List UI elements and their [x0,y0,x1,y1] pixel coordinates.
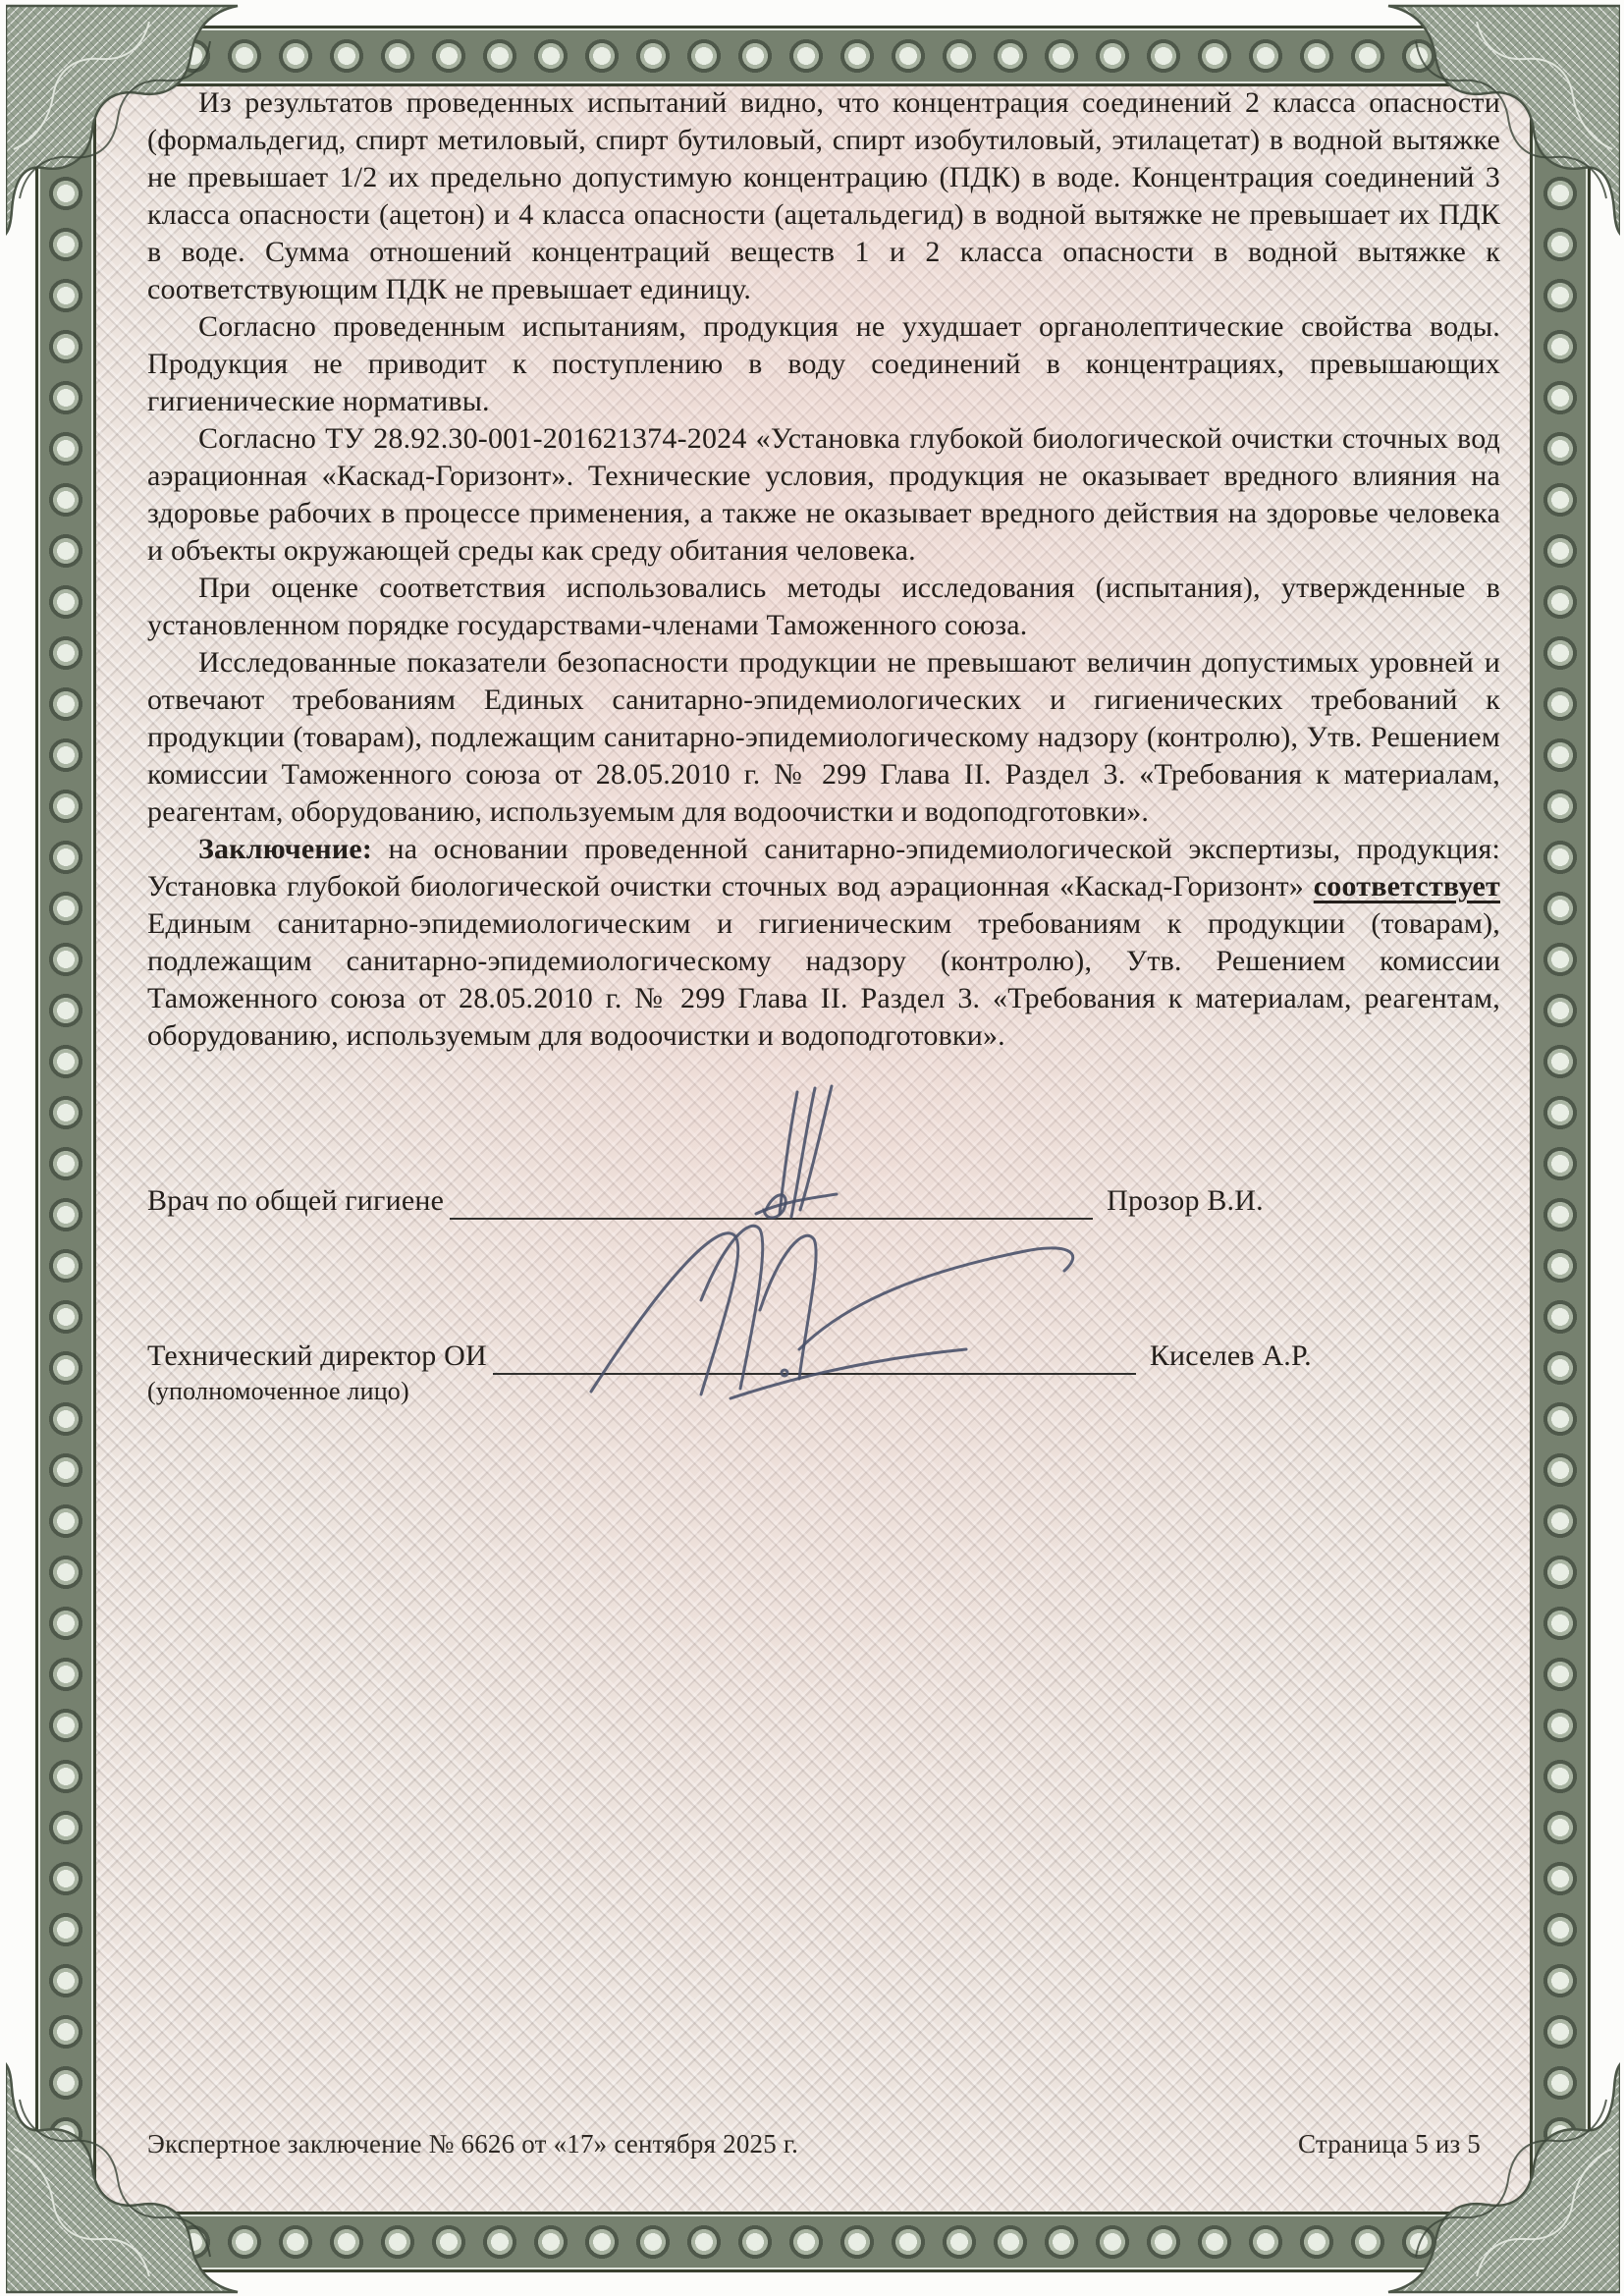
paragraph-conclusion [147,831,1500,1055]
signatory-name: Прозор В.И. [1107,1184,1264,1217]
signatory-name: Киселев А.Р. [1149,1339,1312,1372]
paragraph-safety-indicators: Исследованные показатели безопасности продукции не превышают величин допустимых уровней и отвечают требованиям Единых санитарно-эпидемиологических и гигиенических требований к продукции (товарам), подлежащим санитарно-эпидемиологическому надзору (контролю), Утв. Решением комиссии Таможенного союза от 28.05.2010 г. № 299 Глава II. Раздел 3. «Требования к материалам, реагентам, оборудованию, используемым для водоочистки и водоподготовки». [147,646,1500,828]
paragraph-tu-specs: Согласно ТУ 28.92.30-001-201621374-2024 «Установка глубокой биологической очистки сточных вод аэрационная «Каскад-Горизонт». Технические условия, продукция не оказывает вредного влияния на здоровье рабочих в процессе применения, а также не оказывает вредного действия на здоровье человека и объекты окружающей среды как среду обитания человека. [147,422,1500,567]
frame-band-top [114,26,1510,86]
corner-ornament-icon [1386,2062,1620,2296]
document-body [147,84,1500,1406]
frame-band-left [35,114,96,2182]
footer-document-number: Экспертное заключение № 6626 от «17» сентября 2025 г. [147,2129,799,2159]
paragraph-methods: При оценке соответствия использовались методы исследования (испытания), утвержденные в установленном порядке государствами-членами Таможенного союза. [147,572,1500,641]
footer-page-indicator: Страница 5 из 5 [1298,2129,1481,2159]
signature-line [450,1178,1093,1220]
handwritten-signature-icon [736,1084,903,1230]
signatory-role: Врач по общей гигиене [147,1184,445,1217]
signature-row-doctor [147,1178,1500,1220]
conclusion-text-2: Единым санитарно-эпидемиологическим и гигиеническим требованиям к продукции (товарам), подлежащим санитарно-эпидемиологическому надзору (контролю), Утв. Решением комиссии Таможенного союза от 28.05.2010 г. № 299 Глава II. Раздел 3. «Требования к материалам, реагентам, оборудованию, используемым для водоочистки и водоподготовки». [147,907,1500,1052]
signatory-role: Технический директор ОИ [147,1339,487,1372]
signatory-note: (уполномоченное лицо) [147,1377,409,1405]
conclusion-text-1: на основании проведенной санитарно-эпидемиологической экспертизы, продукция: Установка глубокой биологической очистки сточных вод аэрационная «Каскад-Горизонт» [147,833,1500,902]
conclusion-label: Заключение: [198,833,389,865]
signature-row-director [147,1334,1500,1375]
signature-line [493,1334,1136,1375]
frame-band-right [1530,114,1591,2182]
paragraph-test-results: Из результатов проведенных испытаний видно, что концентрация соединений 2 класса опасности (формальдегид, спирт метиловый, спирт бутиловый, спирт изобутиловый, этилацетат) в водной вытяжке не превышает 1/2 их предельно допустимую концентрацию (ПДК) в воде. Концентрация соединений 3 класса опасности (ацетон) и 4 класса опасности (ацетальдегид) в водной вытяжке не превышает их ПДК в воде. Сумма отношений концентраций веществ 1 и 2 класса опасности в водной вытяжке к соответствующим ПДК не превышает единицу. [147,86,1500,305]
corner-ornament-icon [6,2062,240,2296]
page-footer [147,2129,1481,2159]
frame-band-bottom [114,2212,1510,2272]
paragraph-organoleptic: Согласно проведенным испытаниям, продукция не ухудшает органолептические свойства воды. Продукция не приводит к поступлению в воду соединений в концентрациях, превышающих гигиенические нормативы. [147,310,1500,417]
conclusion-keyword: соответствует [1313,870,1500,902]
